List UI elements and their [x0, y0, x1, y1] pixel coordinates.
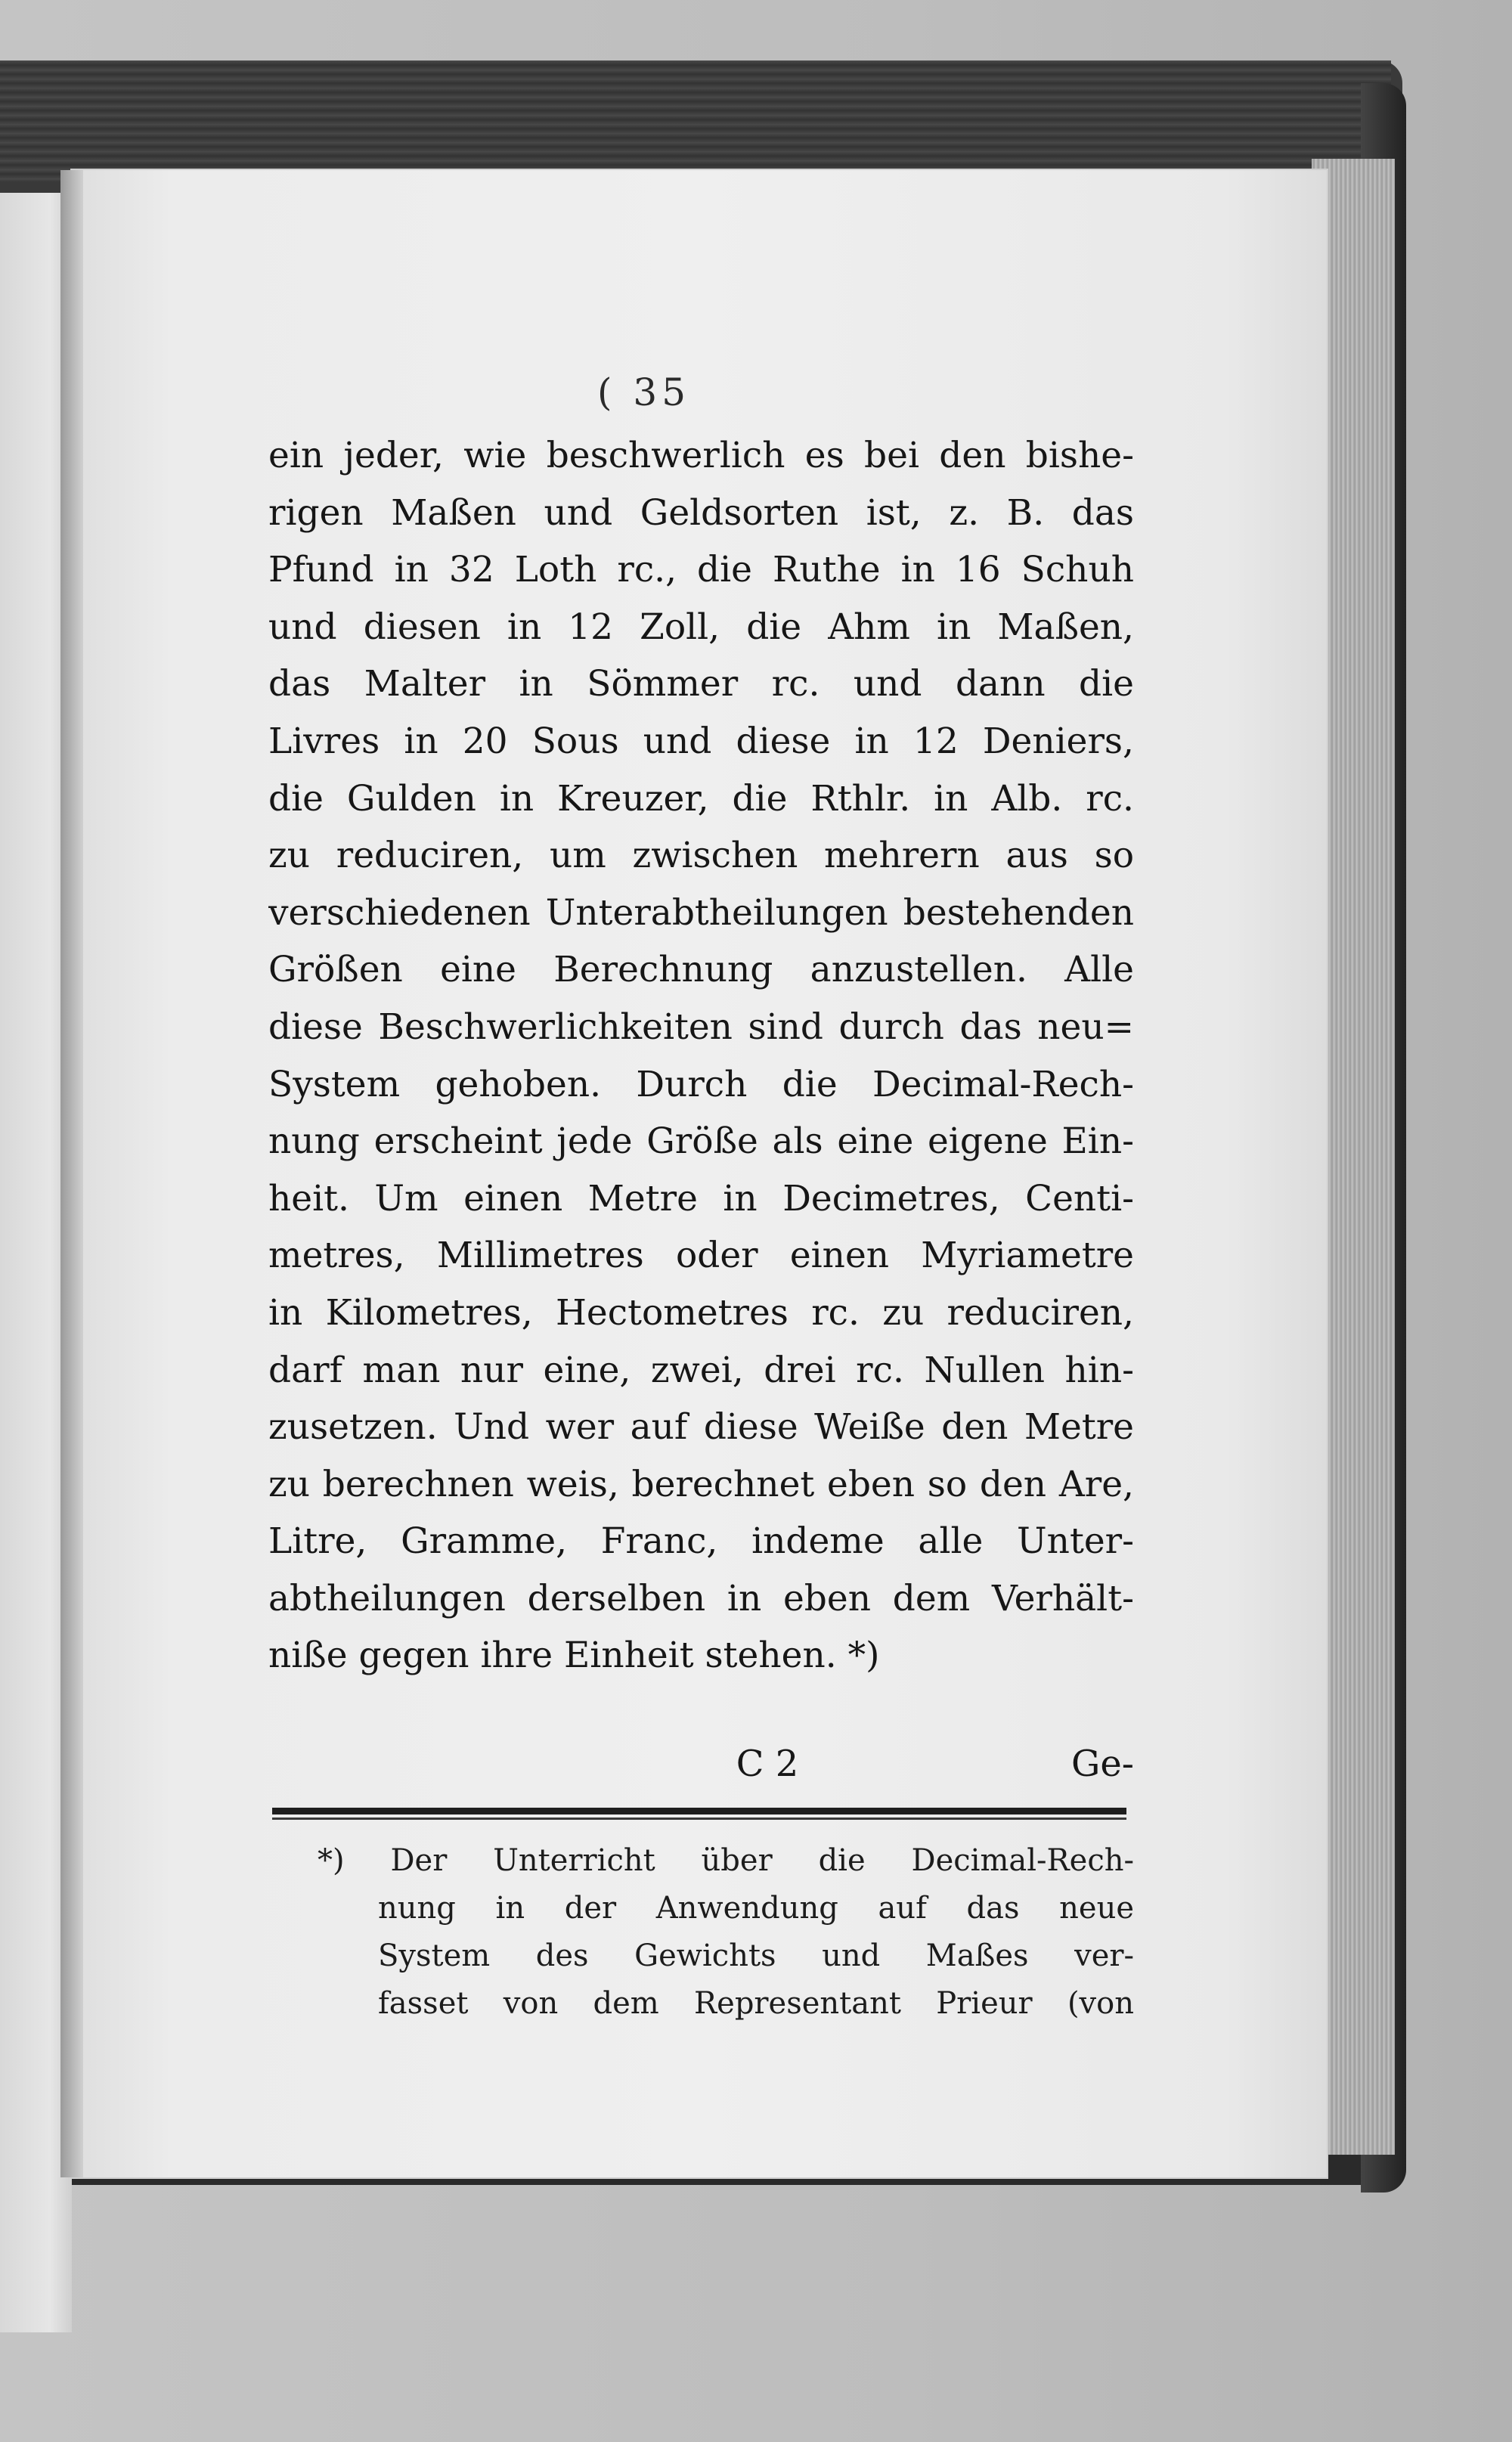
- text-line: zu reduciren, um zwischen mehrern aus so: [268, 835, 1134, 877]
- footnote-rule-thin: [272, 1818, 1126, 1820]
- page-gutter-shadow: [60, 170, 83, 2177]
- footnote-line: fasset von dem Representant Prieur (von: [378, 1986, 1134, 2021]
- footnote: [318, 1837, 1134, 2028]
- text-line: ein jeder, wie beschwerlich es bei den bishe-: [268, 435, 1134, 476]
- text-line: nung erscheint jede Größe als eine eigene Ein-: [268, 1120, 1134, 1163]
- text-line: rigen Maßen und Geldsorten ist, z. B. das: [268, 491, 1134, 534]
- footnote-line: nung in der Anwendung auf das neue: [378, 1891, 1134, 1926]
- text-line: darf man nur eine, zwei, drei rc. Nullen hin-: [268, 1349, 1134, 1391]
- text-line: Livres in 20 Sous und diese in 12 Deniers,: [268, 720, 1134, 762]
- text-line: die Gulden in Kreuzer, die Rthlr. in Alb. rc.: [268, 777, 1134, 820]
- text-line: zusetzen. Und wer auf diese Weiße den Metre: [268, 1406, 1134, 1449]
- text-line: abtheilungen derselben in eben dem Verhält-: [268, 1577, 1134, 1619]
- page-number: ( 35: [597, 370, 691, 414]
- footnote-rule-thick: [272, 1808, 1126, 1814]
- text-line: niße gegen ihre Einheit stehen. *): [268, 1635, 880, 1677]
- text-line: Größen eine Berechnung anzustellen. Alle: [268, 949, 1134, 991]
- text-line: System gehoben. Durch die Decimal-Rech-: [268, 1063, 1134, 1105]
- signature-row: [268, 1737, 1134, 1790]
- text-line: heit. Um einen Metre in Decimetres, Centi-: [268, 1177, 1134, 1219]
- text-line: verschiedenen Unterabtheilungen bestehenden: [268, 891, 1134, 934]
- text-line: das Malter in Sömmer rc. und dann die: [268, 663, 1134, 705]
- text-line: metres, Millimetres oder einen Myriametre: [268, 1235, 1134, 1277]
- sheet-signature: C 2: [736, 1743, 799, 1785]
- footnote-line: *) Der Unterricht über die Decimal-Rech-: [318, 1843, 1134, 1878]
- catchword: Ge-: [1071, 1743, 1134, 1785]
- text-line: Pfund in 32 Loth rc., die Ruthe in 16 Schuh: [268, 549, 1134, 591]
- text-line: diese Beschwerlichkeiten sind durch das neu=: [268, 1006, 1134, 1048]
- body-text: [268, 427, 1134, 1684]
- text-line: in Kilometres, Hectometres rc. zu reduciren,: [268, 1291, 1134, 1334]
- text-line: Litre, Gramme, Franc, indeme alle Unter-: [268, 1520, 1134, 1563]
- footnote-line: System des Gewichts und Maßes ver-: [378, 1938, 1134, 1973]
- text-line: zu berechnen weis, berechnet eben so den Are,: [268, 1463, 1134, 1505]
- book-cover-top-edge: [0, 60, 1391, 181]
- text-line: und diesen in 12 Zoll, die Ahm in Maßen,: [268, 606, 1134, 648]
